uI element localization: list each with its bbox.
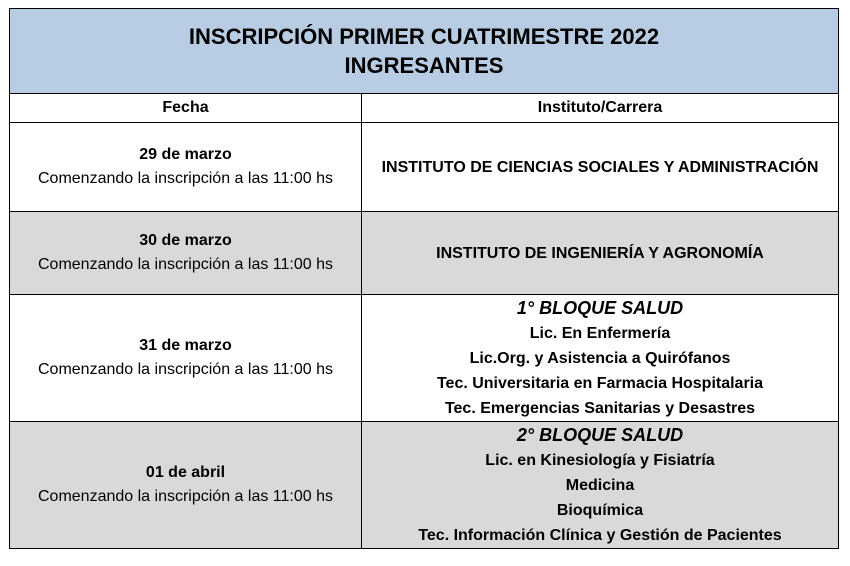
title-line-2: INGRESANTES: [344, 53, 504, 78]
header-row: [10, 94, 839, 123]
career-item: Medicina: [565, 477, 635, 494]
institute-cell: [362, 295, 839, 422]
institute-name: INSTITUTO DE CIENCIAS SOCIALES Y ADMINISTRACIÓN: [381, 158, 819, 176]
table-row: [10, 422, 839, 549]
table-row: [10, 295, 839, 422]
career-item: Tec. Información Clínica y Gestión de Pacientes: [418, 527, 782, 544]
date-cell: [10, 422, 362, 549]
block-title: 1° BLOQUE SALUD: [516, 298, 684, 318]
institute-cell: [362, 212, 839, 295]
career-item: Tec. Universitaria en Farmacia Hospitalaria: [436, 375, 764, 392]
block-title: 2° BLOQUE SALUD: [516, 425, 684, 445]
column-header-date: Fecha: [10, 94, 362, 123]
date-label: 30 de marzo: [139, 232, 232, 249]
date-cell: [10, 123, 362, 212]
schedule-sheet: [9, 8, 839, 549]
date-cell: [10, 212, 362, 295]
column-header-institute: Instituto/Carrera: [362, 94, 839, 123]
date-cell: [10, 295, 362, 422]
title-line-1: INSCRIPCIÓN PRIMER CUATRIMESTRE 2022: [188, 24, 660, 49]
start-time-note: Comenzando la inscripción a las 11:00 hs: [38, 361, 333, 378]
table-row: [10, 212, 839, 295]
enrollment-table: [9, 8, 839, 549]
start-time-note: Comenzando la inscripción a las 11:00 hs: [38, 170, 333, 187]
career-item: Tec. Emergencias Sanitarias y Desastres: [444, 400, 756, 417]
institute-cell: [362, 422, 839, 549]
career-item: Bioquímica: [556, 502, 644, 519]
institute-name: INSTITUTO DE INGENIERÍA Y AGRONOMÍA: [436, 244, 764, 262]
date-label: 31 de marzo: [139, 337, 232, 354]
career-item: Lic. En Enfermería: [529, 325, 671, 342]
table-title: [10, 9, 839, 94]
start-time-note: Comenzando la inscripción a las 11:00 hs: [38, 488, 333, 505]
table-row: [10, 123, 839, 212]
date-label: 01 de abril: [145, 464, 226, 481]
start-time-note: Comenzando la inscripción a las 11:00 hs: [38, 256, 333, 273]
career-item: Lic. en Kinesiología y Fisiatría: [485, 452, 715, 469]
date-label: 29 de marzo: [139, 146, 232, 163]
institute-cell: [362, 123, 839, 212]
career-item: Lic.Org. y Asistencia a Quirófanos: [469, 350, 731, 367]
